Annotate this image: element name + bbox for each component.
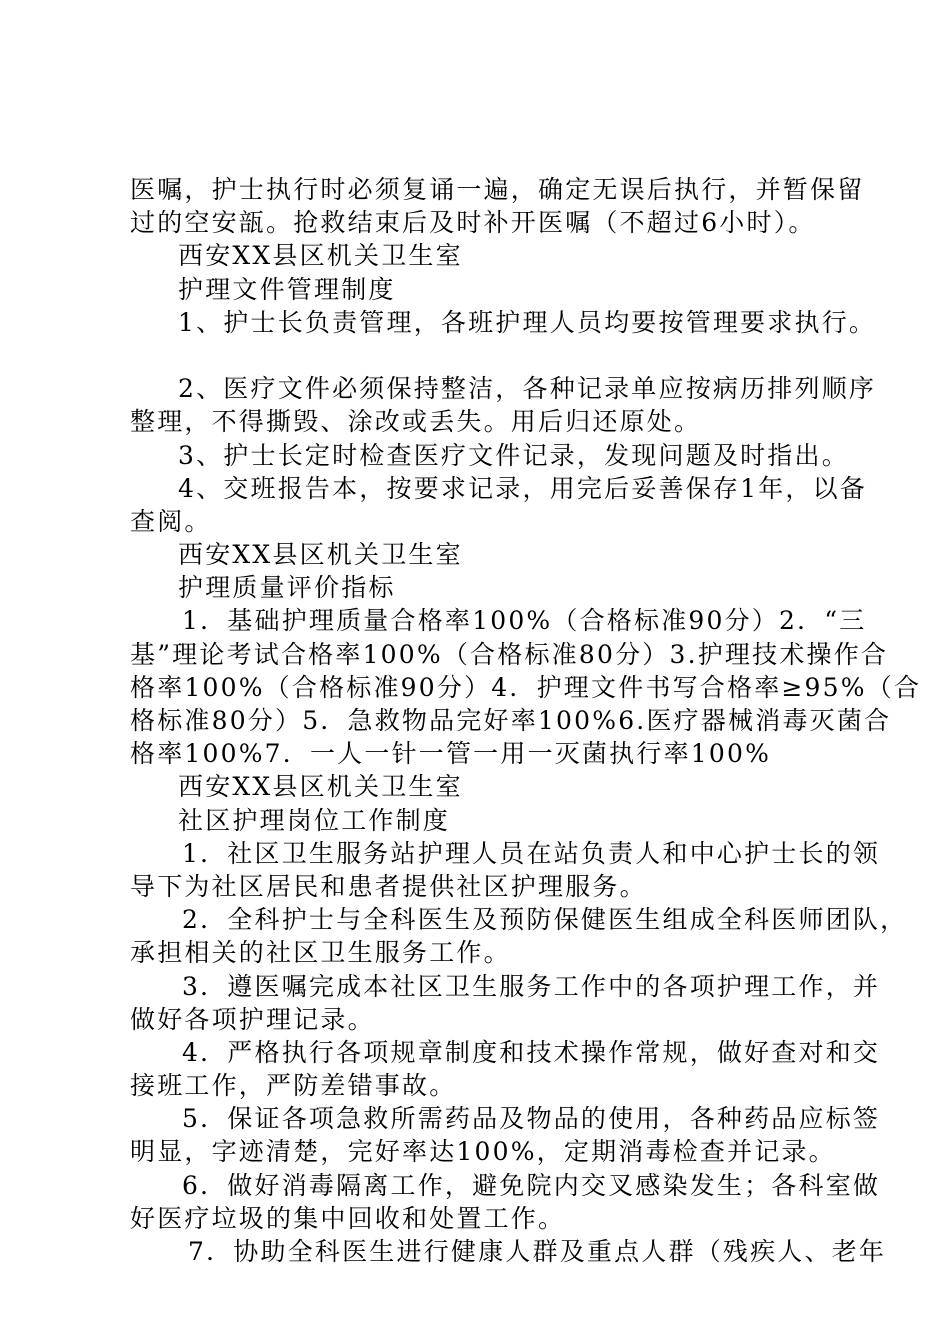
text-line: 1．社区卫生服务站护理人员在站负责人和中心护士长的领 [182,838,881,868]
text-line: 格率100%（合格标准90分）4．护理文件书写合格率≥95%（合 [130,672,922,702]
text-line: 2．全科护士与全科医生及预防保健医生组成全科医师团队， [182,905,908,935]
text-line: 医嘱，护士执行时必须复诵一遍，确定无误后执行，并暂保留 [130,175,865,204]
text-line: 格率100%7．一人一针一管一用一灭菌执行率100% [130,739,772,769]
text-line: 过的空安瓿。抢救结束后及时补开医嘱（不超过6小时）。 [130,208,816,238]
text-line: 1．基础护理质量合格率100%（合格标准90分）2．“三 [182,606,867,636]
text-line: 2、医疗文件必须保持整洁，各种记录单应按病历排列顺序 [178,374,877,404]
section-org-heading: 西安XX县区机关卫生室 [178,772,463,802]
text-line: 做好各项护理记录。 [130,1004,375,1034]
text-line: 4、交班报告本，按要求记录，用完后妥善保存1年，以备 [178,473,868,503]
text-line: 接班工作，严防差错事故。 [130,1071,457,1101]
text-line: 1、护士长负责管理，各班护理人员均要按管理要求执行。 [178,307,877,337]
text-line: 4．严格执行各项规章制度和技术操作常规，做好查对和交 [182,1037,881,1067]
section-org-heading: 西安XX县区机关卫生室 [178,241,463,271]
text-line: 格标准80分）5．急救物品完好率100%6.医疗器械消毒灭菌合 [130,706,892,735]
document-page [130,173,922,1268]
text-line: 查阅。 [130,506,212,536]
text-line: 好医疗垃圾的集中回收和处置工作。 [130,1203,566,1233]
section-org-heading: 西安XX县区机关卫生室 [178,540,463,570]
section-title: 社区护理岗位工作制度 [178,805,451,835]
text-line: 基”理论考试合格率100%（合格标准80分）3.护理技术操作合 [130,639,889,669]
text-line: 整理，不得撕毁、涂改或丢失。用后归还原处。 [130,407,702,437]
text-line: 3、护士长定时检查医疗文件记录，发现问题及时指出。 [178,440,849,470]
text-line: 5．保证各项急救所需药品及物品的使用，各种药品应标签 [182,1104,881,1134]
text-line: 导下为社区居民和患者提供社区护理服务。 [130,871,647,901]
section-title: 护理文件管理制度 [178,274,396,304]
text-line: 3．遵医嘱完成本社区卫生服务工作中的各项护理工作，并 [182,971,881,1001]
text-line: 明显，字迹清楚，完好率达100%，定期消毒检查并记录。 [130,1137,836,1167]
text-line: 承担相关的社区卫生服务工作。 [130,938,511,968]
text-line: 7．协助全科医生进行健康人群及重点人群（残疾人、老年 [188,1237,887,1266]
text-line: 6．做好消毒隔离工作，避免院内交叉感染发生；各科室做 [182,1170,881,1200]
blank-line [130,339,832,372]
section-title: 护理质量评价指标 [178,573,396,603]
